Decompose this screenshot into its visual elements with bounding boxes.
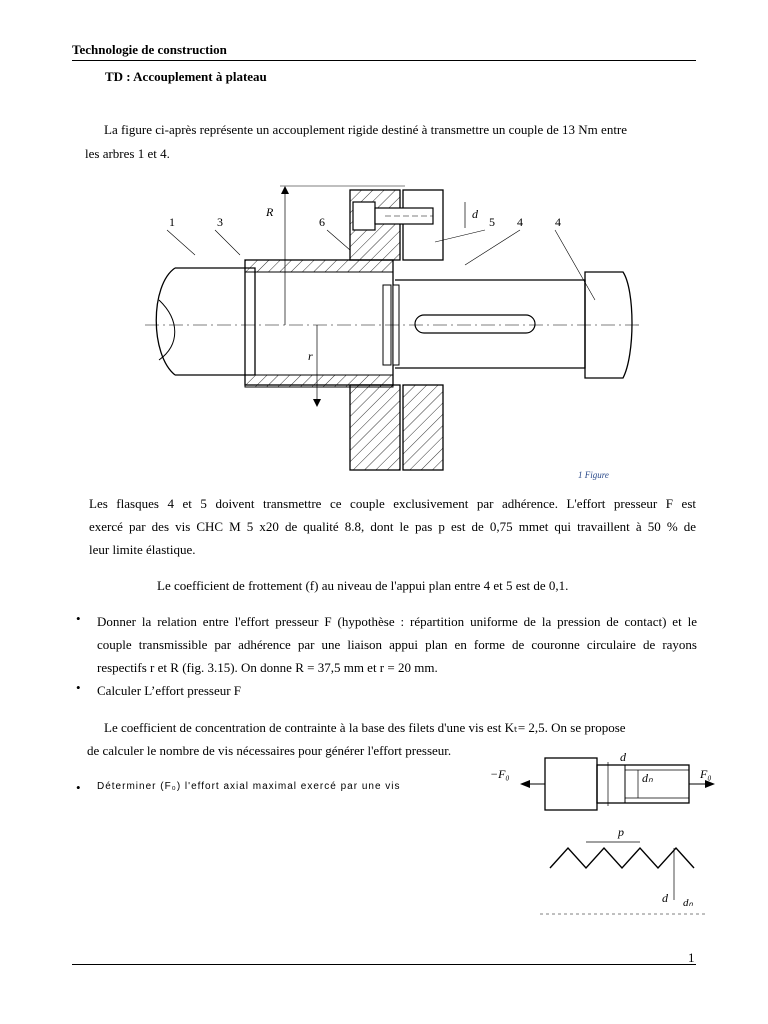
footer-rule	[72, 964, 696, 965]
para3: Le coefficient de frottement (f) au niveau de l'appui plan entre 4 et 5 est de 0,1.	[157, 578, 569, 593]
label-6: 6	[319, 215, 325, 229]
label-dn2: dₙ	[683, 897, 693, 909]
exercise-heading: TD : Accouplement à plateau	[105, 69, 267, 84]
page-number: 1	[688, 950, 695, 965]
figure-caption: 1 Figure	[578, 470, 609, 480]
bullet-2: •	[76, 680, 81, 695]
label-1: 1	[169, 215, 175, 229]
label-4b: 4	[555, 215, 561, 229]
intro-line-2: les arbres 1 et 4.	[85, 146, 170, 161]
coupling-drawing	[145, 180, 640, 480]
label-d: d	[472, 207, 478, 221]
label-screw-dn: dₙ	[642, 771, 653, 785]
para4-line-2: de calculer le nombre de vis nécessaires pour générer l'effort presseur.	[87, 743, 452, 758]
force-left: −F₀	[490, 767, 510, 781]
label-3: 3	[217, 215, 223, 229]
bullet-3: •	[76, 780, 81, 795]
intro-line-1: La figure ci-après représente un accouplement rigide destiné à transmettre un couple de 13 Nm entre	[104, 122, 628, 137]
para2-line-3: leur limite élastique.	[89, 542, 196, 557]
bullet3-text: Déterminer (F₀) l'effort axial maximal exercé par une vis	[97, 781, 401, 792]
label-R: R	[266, 205, 274, 219]
bullet-1: •	[76, 611, 81, 626]
label-d2: d	[662, 891, 668, 905]
label-screw-d: d	[620, 750, 626, 764]
para4-line-1: Le coefficient de concentration de contrainte à la base des filets d'une vis est Kₜ= 2,5. On se propose	[104, 720, 626, 735]
screw-detail-drawing	[490, 750, 720, 920]
label-r: r	[308, 349, 313, 363]
bullet1-line-1: Donner la relation entre l'effort presseur F (hypothèse : répartition uniforme de la pression de contact) et le	[97, 614, 697, 629]
bullet1-line-3: respectifs r et R (fig. 3.15). On donne R = 37,5 mm et r = 20 mm.	[97, 660, 438, 675]
header-title: Technologie de construction	[72, 42, 227, 57]
label-5: 5	[489, 215, 495, 229]
para2-line-1: Les flasques 4 et 5 doivent transmettre ce couple exclusivement par adhérence. L'effort presseur F est	[89, 496, 696, 511]
bullet1-line-2: couple transmissible par adhérence par une liaison appui plan en forme de couronne circulaire de rayons	[97, 637, 697, 652]
label-pitch: p	[618, 825, 624, 839]
label-4a: 4	[517, 215, 523, 229]
para2-line-2: exercé par des vis CHC M 5 x20 de qualité 8.8, dont le pas p est de 0,75 mmet qui travaillent à 50 % de	[89, 519, 696, 534]
force-right: F₀	[700, 767, 712, 781]
header-rule	[72, 60, 696, 61]
bullet2-text: Calculer L’effort presseur F	[97, 683, 242, 698]
